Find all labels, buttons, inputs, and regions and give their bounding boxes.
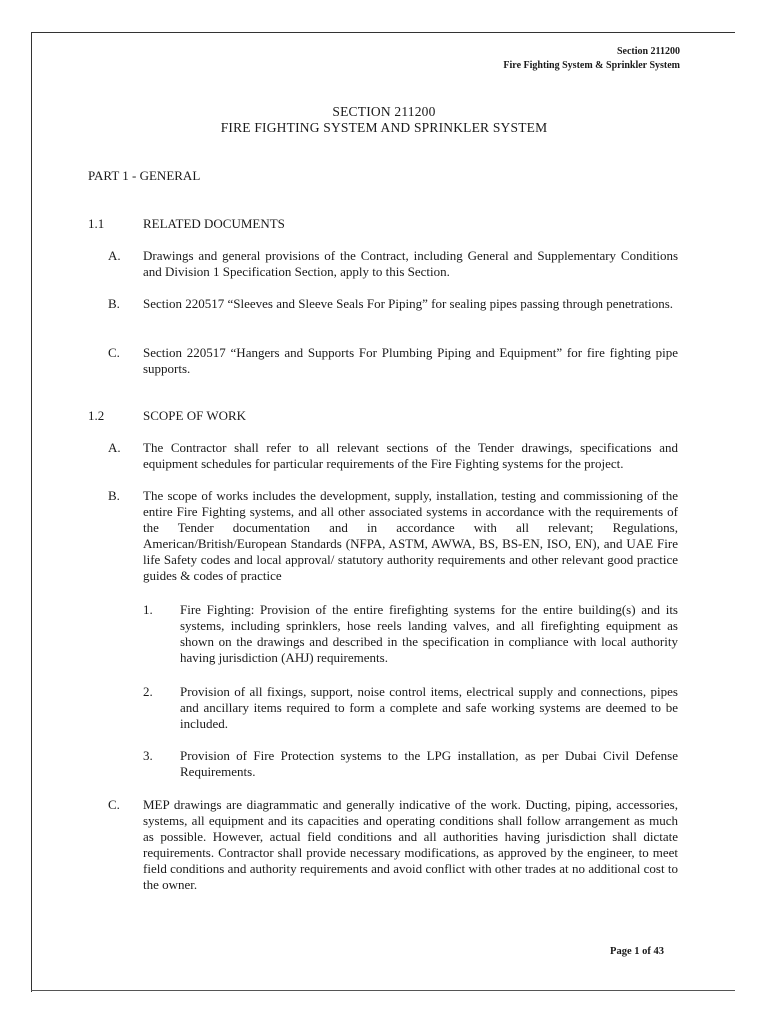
- item-letter: C.: [108, 345, 120, 360]
- item-letter: A.: [108, 248, 121, 263]
- subitem-text: Fire Fighting: Provision of the entire firefighting systems for the entire building(s) and its systems, including sprinklers, hose reels landing valves, and all firefighting equipment as shown on the drawings and described in the specification in compliance with local authority having jurisdiction (AHJ) requirements.: [180, 602, 678, 665]
- section-number: 1.2: [88, 408, 105, 423]
- bottom-rule: [31, 990, 735, 991]
- running-header: [503, 45, 680, 73]
- subitem-text: Provision of Fire Protection systems to the LPG installation, as per Dubai Civil Defense Requirements.: [180, 748, 678, 779]
- subitem-number: 1.: [143, 602, 153, 617]
- section-title: RELATED DOCUMENTS: [143, 216, 285, 231]
- item-letter: C.: [108, 797, 120, 812]
- item-letter: B.: [108, 488, 120, 503]
- section-number: 1.1: [88, 216, 105, 231]
- header-section-title: Fire Fighting System & Sprinkler System: [503, 60, 680, 71]
- item-letter: A.: [108, 440, 121, 455]
- title-section-name: FIRE FIGHTING SYSTEM AND SPRINKLER SYSTEM: [220, 120, 548, 135]
- item-text: Drawings and general provisions of the Contract, including General and Supplementary Conditions and Division 1 Specification Section, apply to this Section.: [143, 248, 678, 279]
- page-number: Page 1 of 43: [610, 946, 664, 957]
- item-letter: B.: [108, 296, 120, 311]
- item-text: MEP drawings are diagrammatic and generally indicative of the work. Ducting, piping, accessories, systems, all equipment and its capacities and operating conditions shall follow arrangement as much as possible. However, actual field conditions and all authorities having jurisdiction shall dictate requirements. Contractor shall provide necessary modifications, as approved by the engineer, to meet field conditions and authority requirements and avoid conflict with other trades at no additional cost to the owner.: [143, 797, 678, 892]
- section-title: SCOPE OF WORK: [143, 408, 247, 423]
- header-section-number: Section 211200: [616, 46, 680, 57]
- item-text: The scope of works includes the development, supply, installation, testing and commissioning of the entire Fire Fighting systems, and all other associated systems in accordance with the requirements of the Tender documentation and in accordance with all relevant; Regulations, American/British/European Standards (NFPA, ASTM, AWWA, BS, BS-EN, ISO, EN), and UAE Fire life Safety codes and local approval/ statutory authority requirements and other relevant good practice guides & codes of practice: [143, 488, 678, 583]
- part-heading: PART 1 - GENERAL: [88, 168, 201, 183]
- title-section-number: SECTION 211200: [332, 104, 436, 119]
- document-title: [0, 104, 768, 136]
- item-text: Section 220517 “Sleeves and Sleeve Seals For Piping” for sealing pipes passing through penetrations.: [143, 296, 674, 311]
- subitem-number: 2.: [143, 684, 153, 699]
- subitem-text: Provision of all fixings, support, noise control items, electrical supply and connections, pipes and ancillary items required to form a complete and safe working systems are deemed to be included.: [180, 684, 678, 731]
- item-text: Section 220517 “Hangers and Supports For Plumbing Piping and Equipment” for fire fighting pipe supports.: [143, 345, 678, 376]
- subitem-number: 3.: [143, 748, 153, 763]
- item-text: The Contractor shall refer to all relevant sections of the Tender drawings, specifications and equipment schedules for particular requirements of the Fire Fighting systems for the project.: [143, 440, 678, 471]
